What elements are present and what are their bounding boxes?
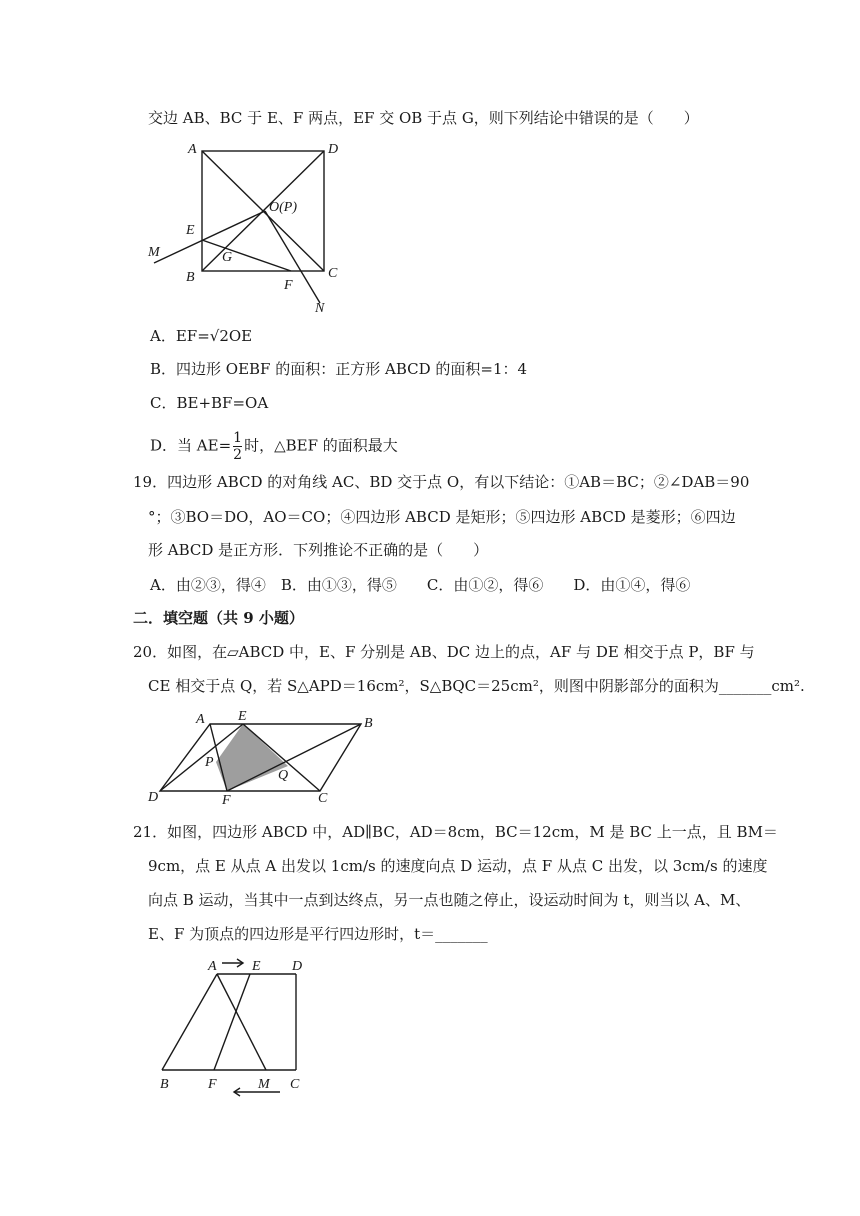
q18-label-G: G <box>222 250 233 265</box>
q20-label-B: B <box>364 716 373 731</box>
q20-label-A: A <box>196 712 205 727</box>
q20-figure <box>140 705 380 810</box>
q21-figure <box>150 950 320 1110</box>
fraction-numerator: 1 <box>233 430 243 446</box>
q18-label-C: C <box>328 266 338 281</box>
q21-label-E: E <box>252 959 261 974</box>
q18-option-a: A．EF=√2OE <box>150 327 253 345</box>
section-heading: 二．填空题（共 9 小题） <box>133 609 304 627</box>
q18-label-D: D <box>328 142 339 157</box>
q18-figure <box>140 135 340 320</box>
q21-label-M: M <box>258 1077 270 1092</box>
q18-option-b: B．四边形 OEBF 的面积：正方形 ABCD 的面积=1：4 <box>150 360 528 378</box>
q20-line-1: 20．如图，在▱ABCD 中，E、F 分别是 AB、DC 边上的点，AF 与 DE 相交于点 P，BF 与 <box>133 643 755 661</box>
q19-line-2: °；③BO＝DO，AO＝CO；④四边形 ABCD 是矩形；⑤四边形 ABCD 是菱形；⑥四边 <box>148 508 736 526</box>
q18-option-d <box>150 430 398 463</box>
q19-line-3: 形 ABCD 是正方形．下列推论不正确的是（ ） <box>148 541 489 559</box>
q21-label-F: F <box>208 1077 217 1092</box>
q21-line-2: 9cm，点 E 从点 A 出发以 1cm/s 的速度向点 D 运动，点 F 从点 C 出发，以 3cm/s 的速度 <box>148 857 768 875</box>
q21-label-A: A <box>208 959 217 974</box>
q20-label-D: D <box>148 790 159 805</box>
q18-label-E: E <box>186 223 195 238</box>
q20-label-Q: Q <box>278 768 289 783</box>
q20-label-F: F <box>222 793 231 808</box>
q18-label-B: B <box>186 270 195 285</box>
q18-label-A: A <box>188 142 197 157</box>
q21-label-B: B <box>160 1077 169 1092</box>
q21-label-C: C <box>290 1077 300 1092</box>
q18-option-d-suffix: 时，△BEF 的面积最大 <box>244 436 398 455</box>
q20-label-E: E <box>238 709 247 724</box>
q18-option-c: C．BE+BF=OA <box>150 394 269 412</box>
q18-label-O: O(P) <box>269 200 297 215</box>
q21-line-1: 21．如图，四边形 ABCD 中，AD∥BC，AD＝8cm，BC＝12cm，M 是 BC 上一点，且 BM＝ <box>133 823 778 841</box>
fraction-denominator: 2 <box>233 447 243 463</box>
fraction <box>233 430 242 463</box>
q18-stem: 交边 AB、BC 于 E、F 两点，EF 交 OB 于点 G，则下列结论中错误的是（ ） <box>148 109 699 127</box>
q21-line-4: E、F 为顶点的四边形是平行四边形时，t＝_______ <box>148 925 488 943</box>
q18-label-F: F <box>284 278 293 293</box>
q20-label-P: P <box>205 755 214 770</box>
q18-label-M: M <box>148 245 160 260</box>
q20-label-C: C <box>318 791 328 806</box>
q18-option-d-prefix: D．当 AE= <box>150 436 232 455</box>
q21-label-D: D <box>292 959 303 974</box>
q21-line-3: 向点 B 运动，当其中一点到达终点，另一点也随之停止，设运动时间为 t，则当以 A、M、 <box>148 891 751 909</box>
q19-options: A．由②③，得④ B．由①③，得⑤ C．由①②，得⑥ D．由①④，得⑥ <box>150 576 691 594</box>
q20-line-2: CE 相交于点 Q，若 S△APD＝16cm²，S△BQC＝25cm²，则图中阴影部分的面积为_______cm². <box>148 677 805 695</box>
q19-line-1: 19．四边形 ABCD 的对角线 AC、BD 交于点 O，有以下结论：①AB＝BC；②∠DAB＝90 <box>133 473 750 491</box>
q18-label-N: N <box>315 301 325 316</box>
